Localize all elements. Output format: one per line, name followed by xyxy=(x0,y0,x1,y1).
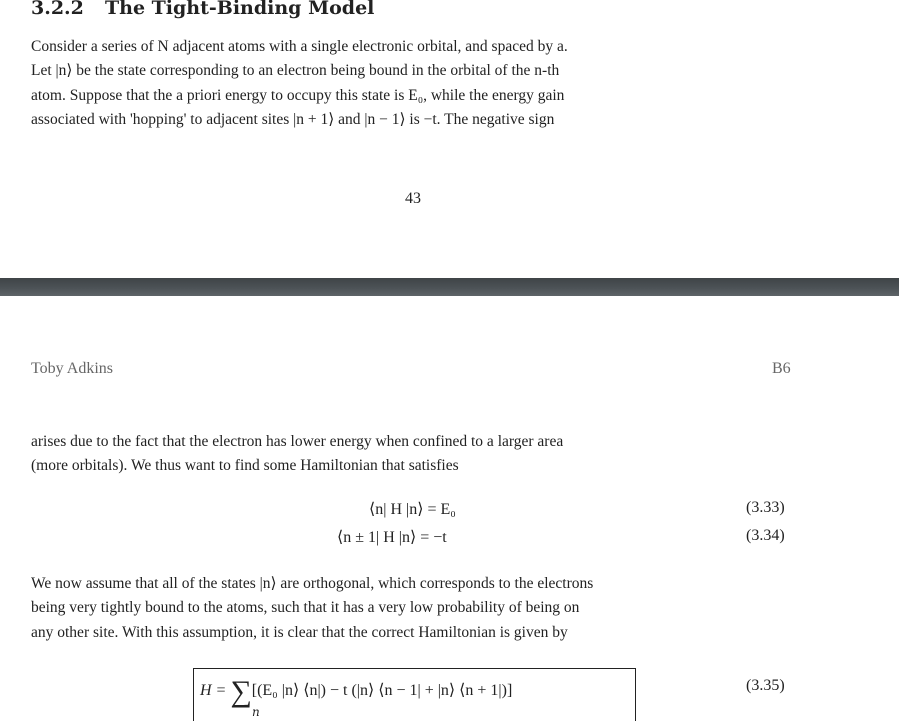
hamiltonian-equation xyxy=(200,675,641,709)
section-heading xyxy=(31,0,374,19)
document-page-bottom xyxy=(0,296,899,720)
paragraph-line: associated with 'hopping' to adjacent sites |n + 1⟩ and |n − 1⟩ is −t. The negative sign xyxy=(31,110,555,128)
intro-paragraph xyxy=(31,35,797,132)
hamiltonian-lhs: H = xyxy=(200,682,231,699)
equation-number: (3.33) xyxy=(746,499,785,516)
paragraph-continuation xyxy=(31,430,797,479)
equation-3-34: ⟨n ± 1| H |n⟩ = −t xyxy=(337,529,447,546)
paragraph-line: (more orbitals). We thus want to find some Hamiltonian that satisfies xyxy=(31,457,459,475)
equation-3-33: ⟨n| H |n⟩ = E₀ xyxy=(369,501,456,518)
summation-symbol: ∑ xyxy=(230,675,252,708)
orthogonality-paragraph xyxy=(31,572,797,645)
equation-number: (3.34) xyxy=(746,527,785,544)
paragraph-line: Consider a series of N adjacent atoms with a single electronic orbital, and spaced by a. xyxy=(31,38,568,55)
paragraph-line: arises due to the fact that the electron has lower energy when confined to a larger area xyxy=(31,433,564,450)
paragraph-line: atom. Suppose that the a priori energy to occupy this state is E₀, while the energy gain xyxy=(31,86,565,104)
paragraph-line: Let |n⟩ be the state corresponding to an electron being bound in the orbital of the n-th xyxy=(31,62,560,80)
equation-number: (3.35) xyxy=(746,677,785,694)
paragraph-line: any other site. With this assumption, it is clear that the correct Hamiltonian is given by xyxy=(31,623,568,641)
document-page-top xyxy=(0,0,899,278)
page-number: 43 xyxy=(405,190,421,207)
running-head-author: Toby Adkins xyxy=(31,360,113,377)
boxed-hamiltonian xyxy=(193,668,636,721)
section-title: The Tight-Binding Model xyxy=(105,0,375,19)
paragraph-line: being very tightly bound to the atoms, such that it has a very low probability of being on xyxy=(31,599,580,617)
page-divider xyxy=(0,278,899,296)
summation-index: n xyxy=(252,705,260,719)
running-head-course: B6 xyxy=(772,360,791,377)
paragraph-line: We now assume that all of the states |n⟩ are orthogonal, which corresponds to the electrons xyxy=(31,575,594,592)
section-number: 3.2.2 xyxy=(31,0,84,19)
hamiltonian-body: [(E₀ |n⟩ ⟨n|) − t (|n⟩ ⟨n − 1| + |n⟩ ⟨n + 1|)] xyxy=(251,682,513,699)
